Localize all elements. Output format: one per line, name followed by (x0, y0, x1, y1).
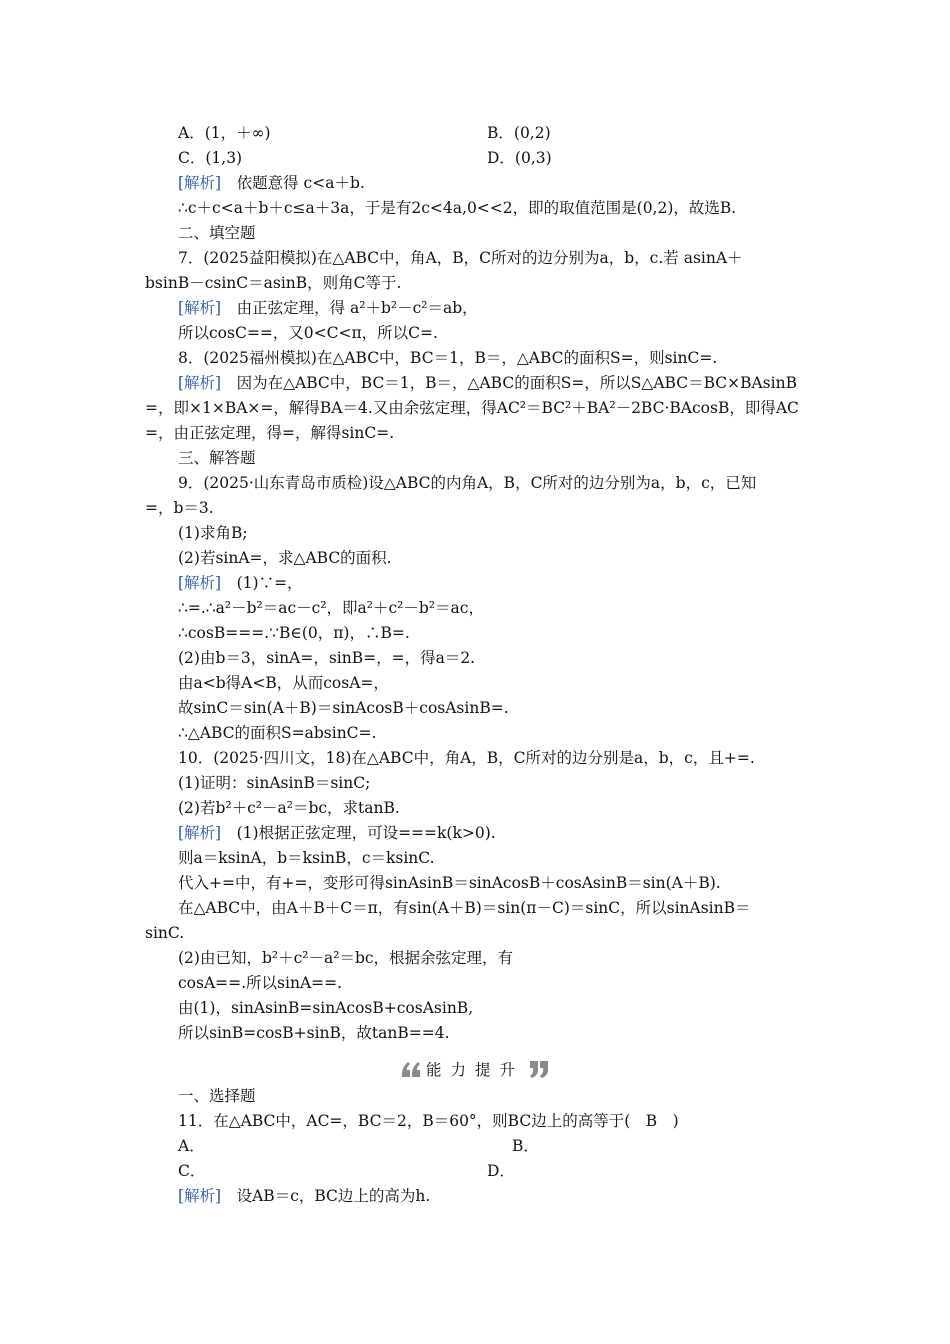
text-line (178, 1111, 679, 1131)
line-text: 在△ABC中，由A＋B＋C＝π，有sin(A＋B)＝sin(π－C)＝sinC，所以sinAsinB＝ (178, 899, 751, 917)
line-text: 7．(2025益阳模拟)在△ABC中，角A，B，C所对的边分别为a，b，c.若 asinA＋ (178, 249, 743, 267)
analysis-tag: [解析] (178, 824, 222, 842)
line-text: 10．(2025·四川文，18)在△ABC中，角A，B，C所对的边分别是a，b，c，且+=. (178, 749, 755, 767)
text-line (178, 948, 513, 968)
line-text: 所以cosC==，又0<C<π，所以C=. (178, 324, 438, 342)
line-text: 依题意得 c<a＋b. (221, 174, 365, 192)
text-line (487, 1161, 515, 1181)
line-text: 代入+=中，有+=，变形可得sinAsinB＝sinAcosB＋cosAsinB＝sin(A＋B). (178, 874, 721, 892)
line-text: (1)求角B; (178, 524, 248, 542)
section-banner (0, 1056, 950, 1082)
line-text: (1)∵=， (221, 574, 303, 592)
text-line (178, 973, 342, 993)
text-line (178, 1186, 430, 1206)
text-line (178, 548, 392, 568)
text-line (178, 898, 751, 918)
text-line (178, 373, 797, 393)
line-text: bsinB－csinC＝asinB，则角C等于. (145, 274, 402, 292)
text-line (145, 498, 214, 518)
text-line (178, 798, 400, 818)
line-text: (1)证明：sinAsinB＝sinC; (178, 774, 371, 792)
line-text: ∴cosB===.∵B∈(0，π)，∴B=. (178, 624, 410, 642)
line-text: (2)由已知，b²＋c²－a²＝bc，根据余弦定理，有 (178, 949, 514, 967)
text-line (178, 348, 717, 368)
open-quote-icon (400, 1059, 422, 1079)
text-line (178, 323, 438, 343)
text-line (178, 1136, 205, 1156)
line-text: B．(0,2) (487, 124, 551, 142)
section-title: 能力提升 (425, 1061, 524, 1079)
line-text: D． (487, 1162, 515, 1180)
line-text: (2)若sinA=，求△ABC的面积. (178, 549, 392, 567)
line-text: A． (178, 1137, 205, 1155)
text-line (145, 423, 394, 443)
text-line (178, 1023, 450, 1043)
line-text: 由(1)，sinAsinB=sinAcosB+cosAsinB, (178, 999, 474, 1017)
text-line (178, 448, 256, 468)
text-line (145, 923, 184, 943)
text-line (178, 523, 248, 543)
line-text: (1)根据正弦定理，可设===k(k>0). (221, 824, 496, 842)
text-line (178, 648, 475, 668)
text-line (178, 573, 303, 593)
line-text: 二、填空题 (178, 224, 256, 242)
line-text: D．(0,3) (487, 149, 552, 167)
text-line (178, 598, 484, 618)
line-text: ∴c＋c<a＋b＋c≤a＋3a，于是有2c<4a,0<<2，即的取值范围是(0,2)，故选B. (178, 199, 737, 217)
text-line (512, 1136, 539, 1156)
line-text: sinC. (145, 924, 185, 942)
line-text: (2)由b＝3，sinA=，sinB=，=，得a＝2. (178, 649, 476, 667)
text-line (178, 873, 721, 893)
text-line (145, 273, 401, 293)
line-text: 所以sinB=cosB+sinB，故tanB==4. (178, 1024, 450, 1042)
text-line (178, 673, 389, 693)
line-text: 一、选择题 (178, 1087, 256, 1105)
text-line (178, 848, 435, 868)
text-line (178, 773, 370, 793)
line-text: =，由正弦定理，得=，解得sinC=. (145, 424, 395, 442)
analysis-tag: [解析] (178, 374, 222, 392)
line-text: ∴=.∴a²－b²＝ac－c²，即a²＋c²－b²＝ac， (178, 599, 484, 617)
line-text: 则a＝ksinA，b＝ksinB，c＝ksinC. (178, 849, 435, 867)
line-text: (2)若b²＋c²－a²＝bc，求tanB. (178, 799, 400, 817)
text-line (178, 623, 410, 643)
line-text: 8．(2025福州模拟)在△ABC中，BC＝1，B＝，△ABC的面积S=，则sinC=. (178, 349, 718, 367)
line-text: 由a<b得A<B，从而cosA=， (178, 674, 389, 692)
text-line (178, 123, 271, 143)
text-line (487, 123, 551, 143)
line-text: A．(1，＋∞) (178, 124, 271, 142)
line-text: 由正弦定理，得 a²＋b²－c²＝ab， (221, 299, 478, 317)
line-text: B． (512, 1137, 539, 1155)
text-line (178, 823, 496, 843)
close-quote-icon (528, 1059, 550, 1079)
line-text: 三、解答题 (178, 449, 256, 467)
text-line (178, 1086, 256, 1106)
text-line (178, 148, 242, 168)
line-text: =，即×1×BA×=，解得BA＝4.又由余弦定理，得AC²＝BC²＋BA²－2BC·BAcosB，即得AC (145, 399, 799, 417)
line-text: 因为在△ABC中，BC＝1，B＝，△ABC的面积S=，所以S△ABC＝BC×BAsinB (221, 374, 797, 392)
line-text: =，b＝3. (145, 499, 214, 517)
line-text: C． (178, 1162, 206, 1180)
analysis-tag: [解析] (178, 574, 222, 592)
analysis-tag: [解析] (178, 174, 222, 192)
text-line (487, 148, 552, 168)
line-text: 11．在△ABC中，AC=，BC＝2，B＝60°，则BC边上的高等于( B ) (178, 1112, 679, 1130)
analysis-tag: [解析] (178, 1187, 222, 1205)
text-line (178, 198, 736, 218)
text-line (178, 748, 755, 768)
text-line (178, 248, 743, 268)
text-line (178, 298, 478, 318)
line-text: 9．(2025·山东青岛市质检)设△ABC的内角A，B，C所对的边分别为a，b，c，已知 (178, 474, 757, 492)
text-line (178, 723, 376, 743)
text-line (178, 223, 256, 243)
text-line (178, 1161, 205, 1181)
text-line (178, 998, 473, 1018)
analysis-tag: [解析] (178, 299, 222, 317)
line-text: ∴△ABC的面积S=absinC=. (178, 724, 377, 742)
text-line (145, 398, 799, 418)
line-text: 设AB＝c，BC边上的高为h. (221, 1187, 431, 1205)
text-line (178, 173, 365, 193)
line-text: C．(1,3) (178, 149, 243, 167)
text-line (178, 698, 509, 718)
line-text: 故sinC＝sin(A＋B)＝sinAcosB＋cosAsinB=. (178, 699, 509, 717)
text-line (178, 473, 756, 493)
line-text: cosA==.所以sinA==. (178, 974, 343, 992)
